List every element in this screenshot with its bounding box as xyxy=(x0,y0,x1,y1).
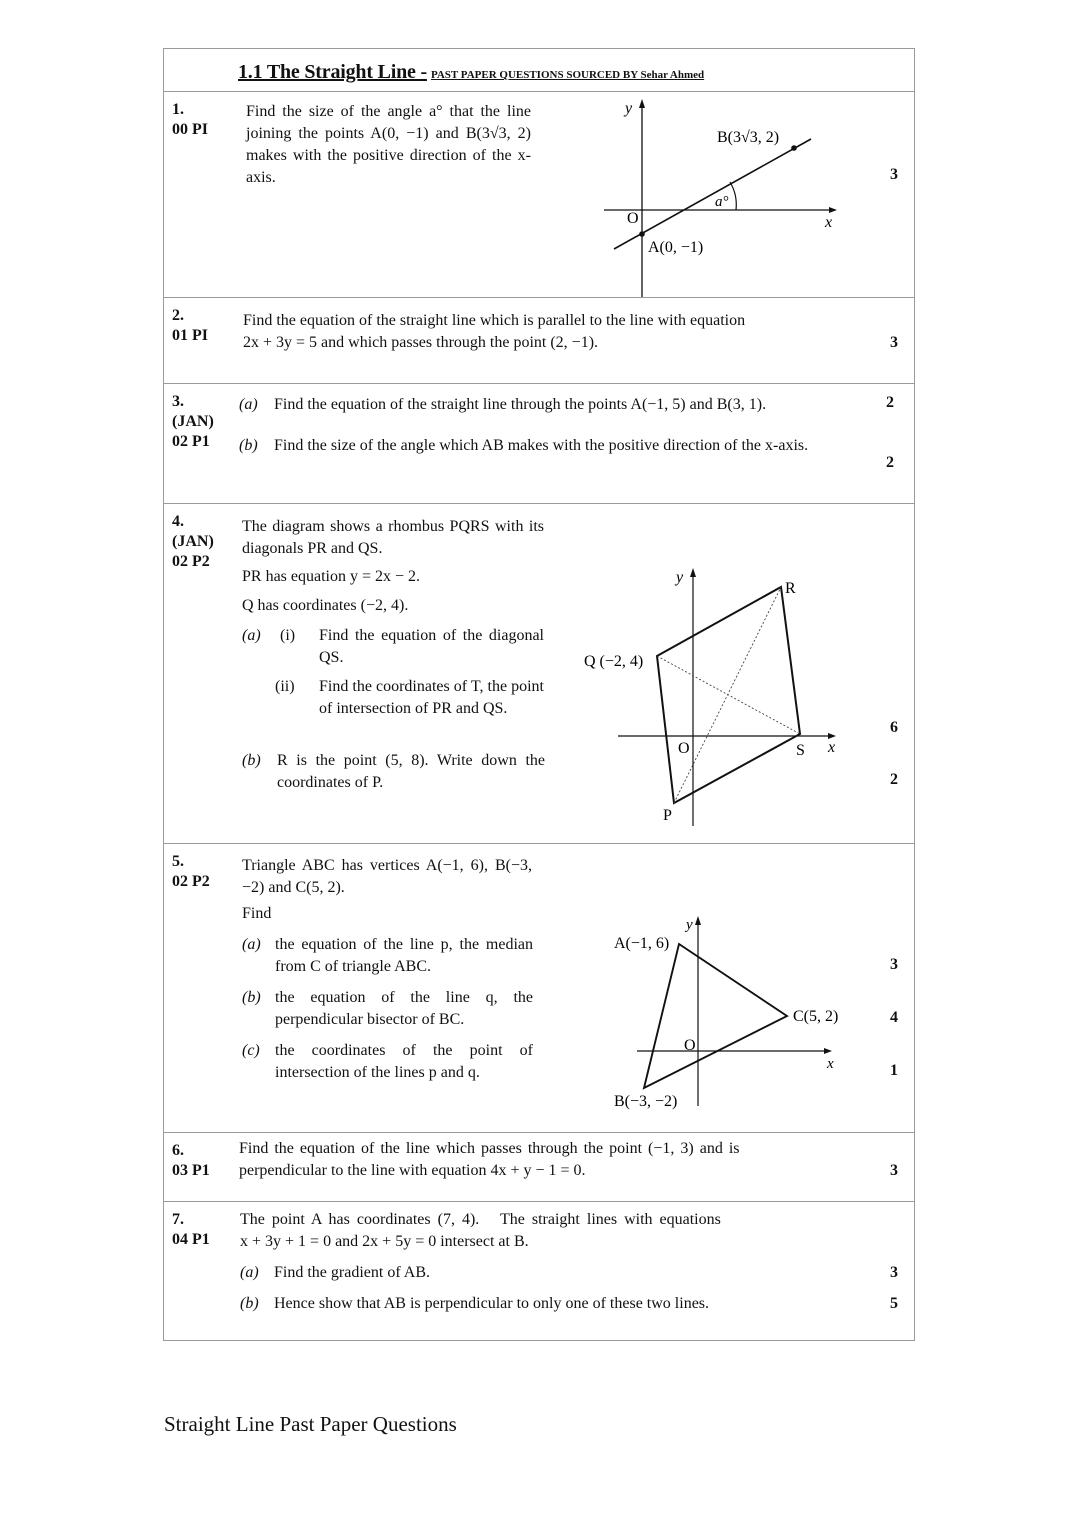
part-marks: 3 xyxy=(890,956,898,973)
question-number xyxy=(172,512,214,572)
question-text-line-1: Find the equation of the line which passes through the point (−1, 3) and is xyxy=(239,1140,740,1157)
part-label: (b) xyxy=(240,1295,259,1312)
question-number-label: 7. xyxy=(172,1211,184,1228)
question-number-label: 1. xyxy=(172,101,184,118)
question-source: (JAN) xyxy=(172,413,214,430)
part-marks: 6 xyxy=(890,719,898,736)
question-line-q: Q has coordinates (−2, 4). xyxy=(242,597,409,614)
title-main: 1.1 The Straight Line - xyxy=(238,61,427,83)
subpart-text: Find the equation of the diagonal QS. xyxy=(319,627,544,666)
point-b-label: B(3√3, 2) xyxy=(717,129,780,146)
point-p-label: P xyxy=(663,807,672,824)
question-source: 02 P2 xyxy=(172,873,210,890)
part-text: Find the gradient of AB. xyxy=(274,1264,430,1281)
part-label: (b) xyxy=(242,989,261,1006)
origin-label: O xyxy=(627,210,639,227)
point-b xyxy=(791,145,797,151)
part-label: (a) xyxy=(242,627,261,644)
question-marks: 3 xyxy=(890,334,898,351)
question-6 xyxy=(164,1132,914,1201)
part-text: the equation of the line q, the perpendicular bisector of BC. xyxy=(275,989,533,1028)
origin-label: O xyxy=(684,1037,696,1054)
part-label: (c) xyxy=(242,1042,260,1059)
part-text: Find the size of the angle which AB makes with the positive direction of the x-axis. xyxy=(274,437,809,454)
part-label: (a) xyxy=(239,396,258,413)
point-a xyxy=(639,231,645,237)
diagram-rhombus-pqrs xyxy=(576,504,876,834)
y-axis-arrow xyxy=(695,916,701,925)
y-axis-label: y xyxy=(676,569,684,586)
question-text-line-2: 2x + 3y = 5 and which passes through the point (2, −1). xyxy=(243,334,599,351)
angle-arc xyxy=(730,182,736,210)
question-source: 04 P1 xyxy=(172,1231,210,1248)
question-text-line-2: perpendicular to the line with equation 4x + y − 1 = 0. xyxy=(239,1162,586,1179)
question-2 xyxy=(164,297,914,383)
x-axis-arrow xyxy=(824,1048,832,1054)
question-3 xyxy=(164,383,914,503)
subpart-text: Find the coordinates of T, the point of intersection of PR and QS. xyxy=(319,678,544,717)
part-marks: 2 xyxy=(886,454,894,471)
part-text: Find the equation of the straight line through the points A(−1, 5) and B(3, 1). xyxy=(274,396,767,413)
question-1 xyxy=(164,91,914,297)
point-q-label: Q (−2, 4) xyxy=(584,653,644,670)
question-7 xyxy=(164,1201,914,1342)
y-axis-label: y xyxy=(686,917,693,933)
question-number-label: 3. xyxy=(172,393,184,410)
y-axis-label: y xyxy=(625,100,633,117)
part-marks: 1 xyxy=(890,1062,898,1079)
origin-label: O xyxy=(678,740,690,757)
part-text: the equation of the line p, the median from C of triangle ABC. xyxy=(275,936,533,975)
part-marks: 3 xyxy=(890,1264,898,1281)
x-axis-arrow xyxy=(829,207,837,213)
subpart-label: (ii) xyxy=(275,678,295,695)
question-marks: 3 xyxy=(890,1162,898,1179)
point-b-label: B(−3, −2) xyxy=(614,1093,678,1110)
y-axis-arrow xyxy=(690,568,696,577)
question-source: 00 PI xyxy=(172,121,208,138)
question-number-label: 4. xyxy=(172,513,184,530)
part-marks: 5 xyxy=(890,1295,898,1312)
question-text-line-1: The point A has coordinates (7, 4). The straight lines with equations xyxy=(240,1211,721,1228)
diagonal-qs xyxy=(657,656,800,734)
point-r-label: R xyxy=(785,580,796,597)
part-marks: 2 xyxy=(886,394,894,411)
question-source: (JAN) xyxy=(172,533,214,550)
part-marks: 2 xyxy=(890,771,898,788)
question-5 xyxy=(164,843,914,1132)
diagram-triangle-abc xyxy=(601,844,861,1129)
question-number-label: 6. xyxy=(172,1142,184,1159)
question-number-label: 5. xyxy=(172,853,184,870)
question-number-label: 2. xyxy=(172,307,184,324)
question-marks: 3 xyxy=(890,166,898,183)
question-find: Find xyxy=(242,905,272,922)
question-intro: Triangle ABC has vertices A(−1, 6), B(−3, −2) and C(5, 2). xyxy=(242,857,532,896)
part-label: (b) xyxy=(242,752,261,769)
question-source: 03 P1 xyxy=(172,1162,210,1179)
question-text-line-1: Find the equation of the straight line which is parallel to the line with equation xyxy=(243,312,746,329)
page-title xyxy=(238,61,704,84)
header-row xyxy=(164,49,914,91)
part-label: (a) xyxy=(240,1264,259,1281)
triangle-outline xyxy=(644,944,787,1088)
question-text-line-2: x + 3y + 1 = 0 and 2x + 5y = 0 intersect at B. xyxy=(240,1233,529,1250)
x-axis-label: x xyxy=(825,214,833,231)
point-s-label: S xyxy=(796,742,805,759)
part-label: (b) xyxy=(239,437,258,454)
question-number xyxy=(172,1141,210,1181)
angle-label: a° xyxy=(715,194,729,210)
question-number xyxy=(172,852,210,892)
question-table xyxy=(163,48,915,1341)
question-number xyxy=(172,1210,210,1250)
y-axis-arrow xyxy=(639,99,645,108)
x-axis-label: x xyxy=(828,739,836,756)
question-4 xyxy=(164,503,914,843)
diagram-line-ab xyxy=(589,92,849,297)
question-source: 01 PI xyxy=(172,327,208,344)
point-a-label: A(−1, 6) xyxy=(614,935,670,952)
question-number xyxy=(172,100,208,140)
subpart-label: (i) xyxy=(280,627,296,644)
point-a-label: A(0, −1) xyxy=(648,239,704,256)
question-source: 02 P1 xyxy=(172,433,210,450)
part-text: R is the point (5, 8). Write down the coordinates of P. xyxy=(277,752,545,791)
part-marks: 4 xyxy=(890,1009,898,1026)
question-source: 02 P2 xyxy=(172,553,210,570)
point-c-label: C(5, 2) xyxy=(793,1008,839,1025)
title-subtitle: PAST PAPER QUESTIONS SOURCED BY Sehar Ahmed xyxy=(430,69,705,81)
x-axis-label: x xyxy=(827,1056,834,1072)
question-number xyxy=(172,306,208,346)
part-text: the coordinates of the point of intersection of the lines p and q. xyxy=(275,1042,533,1081)
page-footer: Straight Line Past Paper Questions xyxy=(164,1412,457,1436)
question-line-pr: PR has equation y = 2x − 2. xyxy=(242,568,421,585)
question-number xyxy=(172,392,214,452)
diagonal-pr xyxy=(674,587,781,803)
question-intro: The diagram shows a rhombus PQRS with its diagonals PR and QS. xyxy=(242,518,544,557)
part-text: Hence show that AB is perpendicular to only one of these two lines. xyxy=(274,1295,710,1312)
part-label: (a) xyxy=(242,936,261,953)
question-text: Find the size of the angle a° that the line joining the points A(0, −1) and B(3√3, 2) makes with the positive direction of the x-axis. xyxy=(246,103,531,186)
